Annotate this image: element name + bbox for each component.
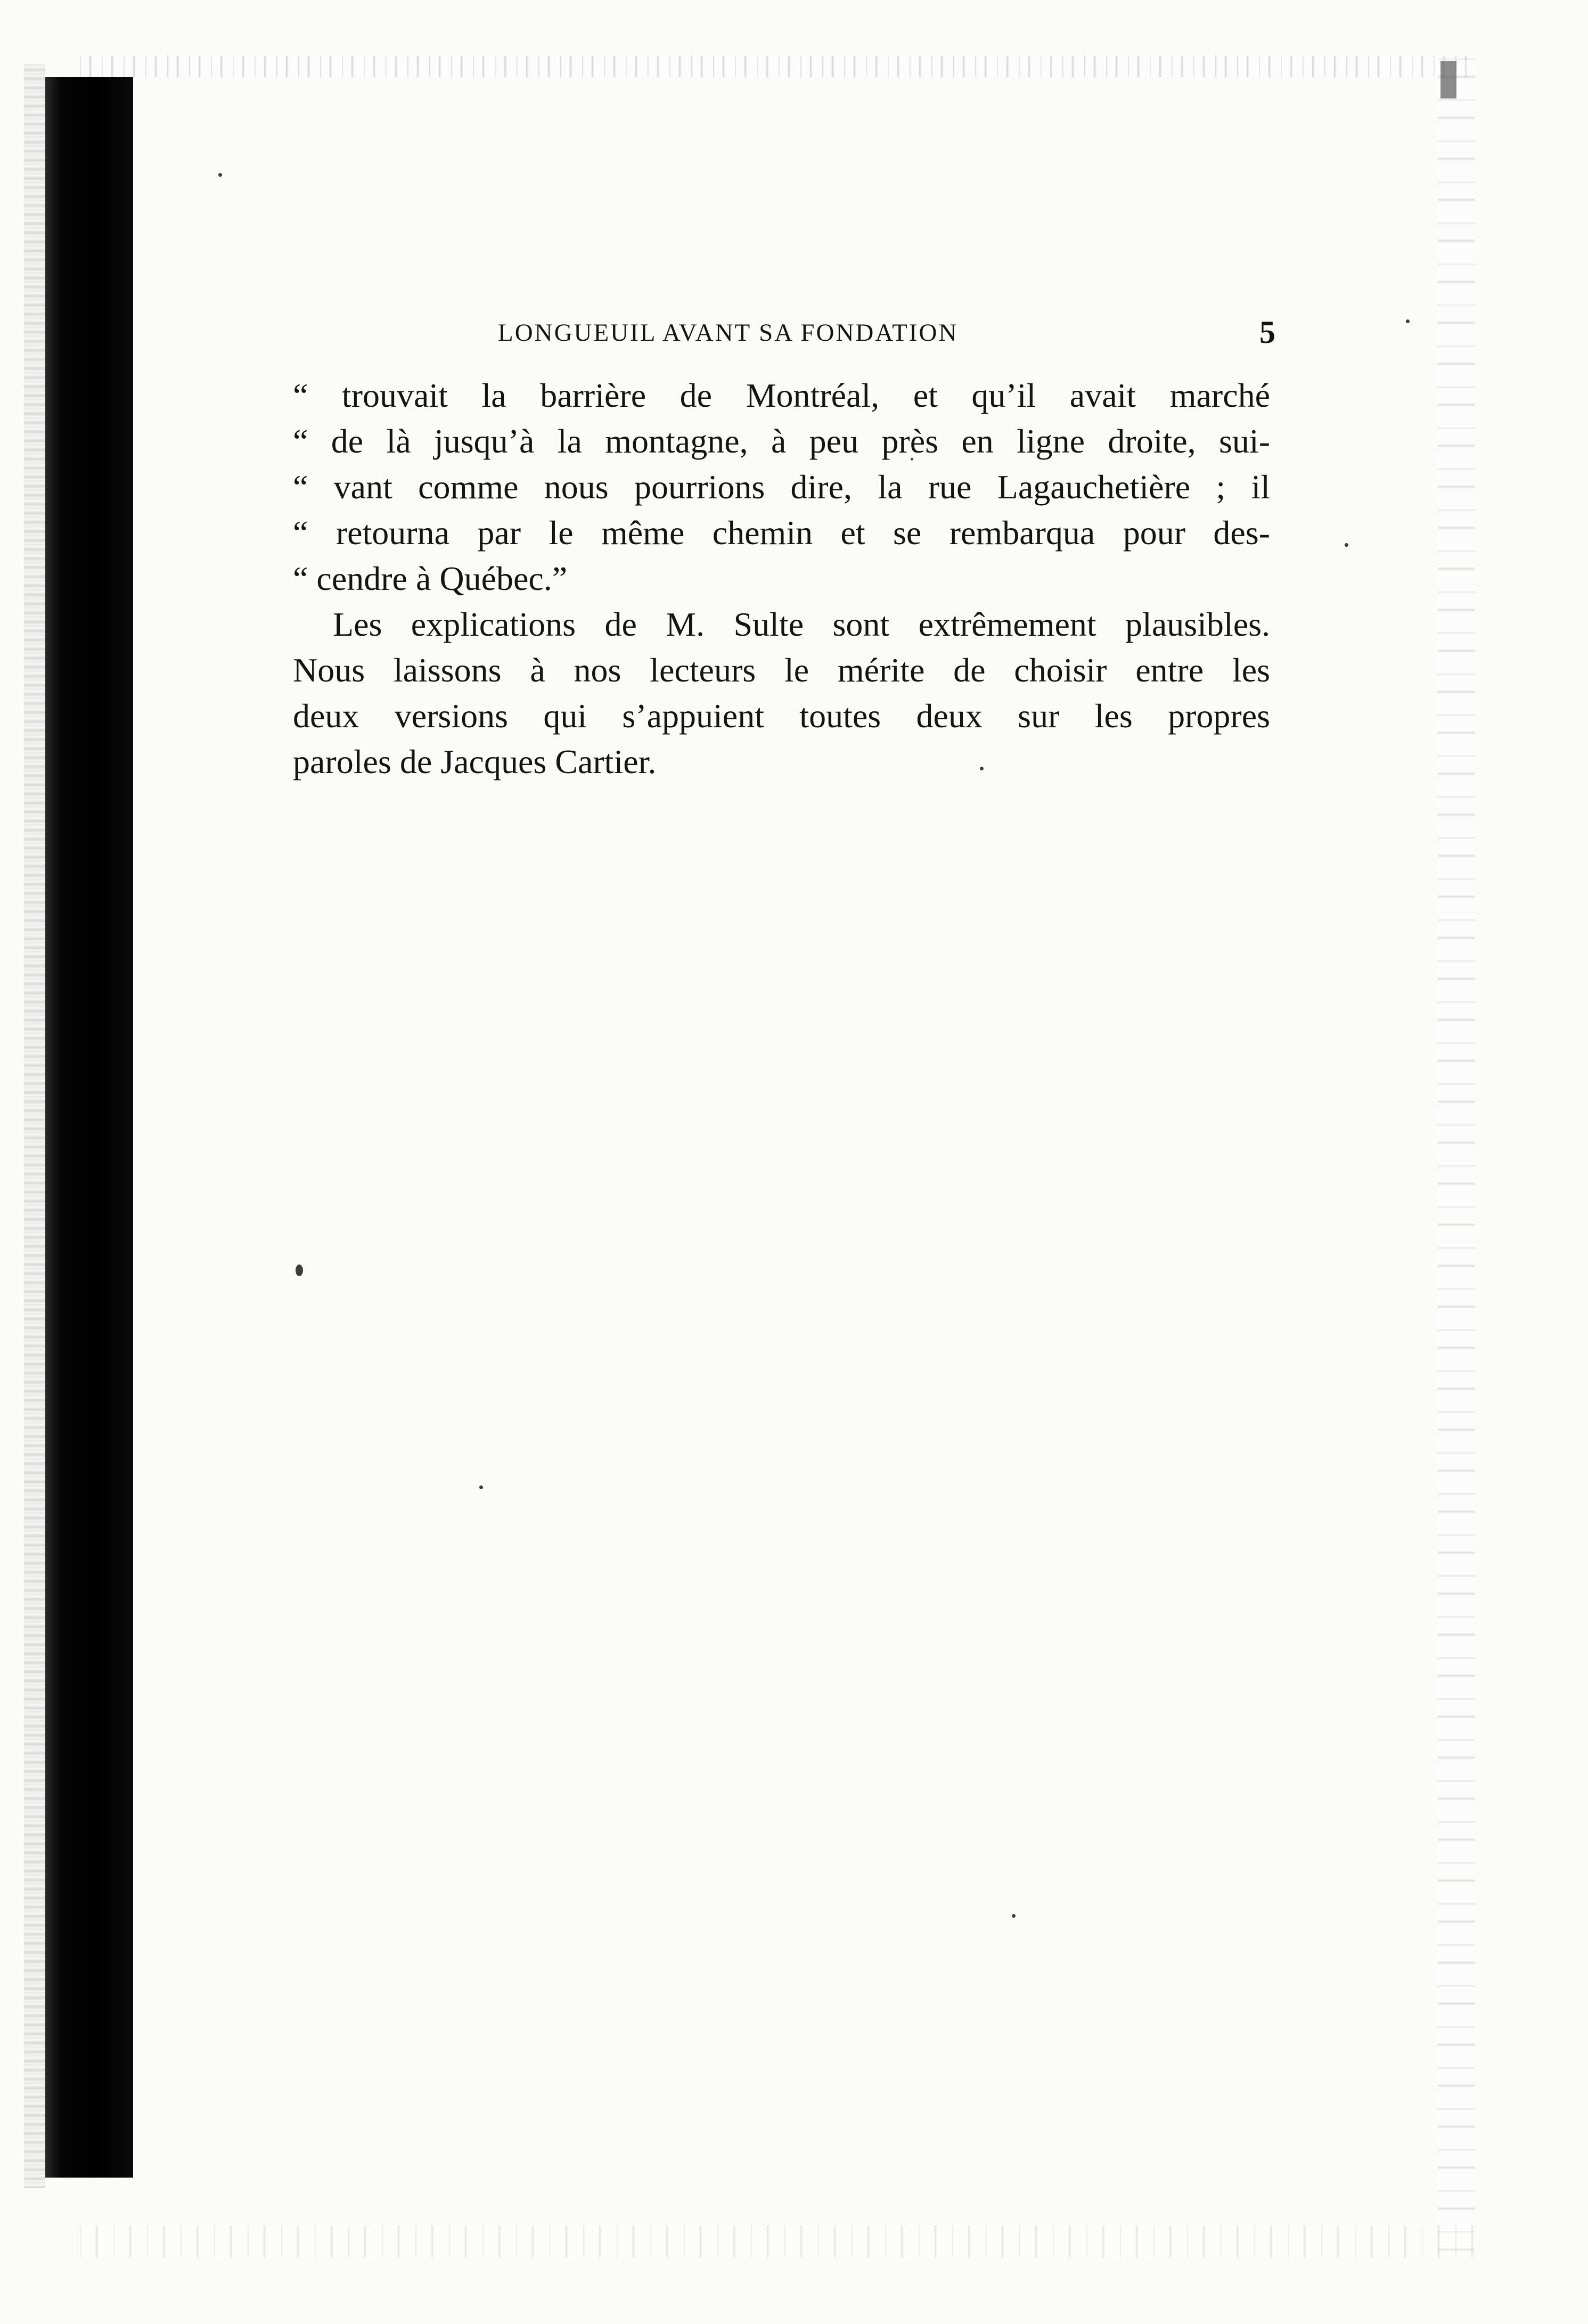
paragraph-line: paroles de Jacques Cartier.: [293, 743, 657, 781]
binding-edge: [24, 64, 45, 2188]
quote-line: “ vant comme nous pourrions dire, la rue Lagauchetière ; il: [293, 468, 1270, 506]
scan-noise-top: [80, 56, 1475, 77]
scan-speck: [1012, 1914, 1016, 1918]
scan-speck: [1406, 319, 1410, 323]
scan-noise-right: [1438, 59, 1475, 2252]
quote-line: “ retourna par le même chemin et se rembarqua pour des-: [293, 514, 1270, 552]
book-binding-shadow: [45, 77, 133, 2178]
running-title: LONGUEUIL AVANT SA FONDATION: [498, 319, 959, 347]
scan-corner-mark: [1440, 61, 1456, 98]
paragraph-line: Nous laissons à nos lecteurs le mérite de choisir entre les: [293, 651, 1270, 689]
paragraph-line: deux versions qui s’appuient toutes deux sur les propres: [293, 697, 1270, 735]
paragraph-line: Les explications de M. Sulte sont extrêmement plausibles.: [333, 605, 1270, 643]
scan-speck: [218, 173, 222, 177]
scan-speck: [479, 1485, 483, 1489]
quote-line: “ trouvait la barrière de Montréal, et qu’il avait marché: [293, 376, 1270, 414]
scan-noise-bottom: [80, 2226, 1475, 2257]
page-number: 5: [1259, 315, 1275, 350]
quoted-passage: [293, 373, 1270, 602]
scan-speck: [296, 1264, 303, 1276]
scan-speck: [1345, 543, 1348, 547]
page-header: [498, 314, 1275, 357]
paragraph: [293, 602, 1270, 785]
body-text: [293, 373, 1270, 785]
quote-line: “ cendre à Québec.”: [293, 560, 568, 597]
quote-line: “ de là jusqu’à la montagne, à peu près en ligne droite, sui-: [293, 422, 1270, 460]
